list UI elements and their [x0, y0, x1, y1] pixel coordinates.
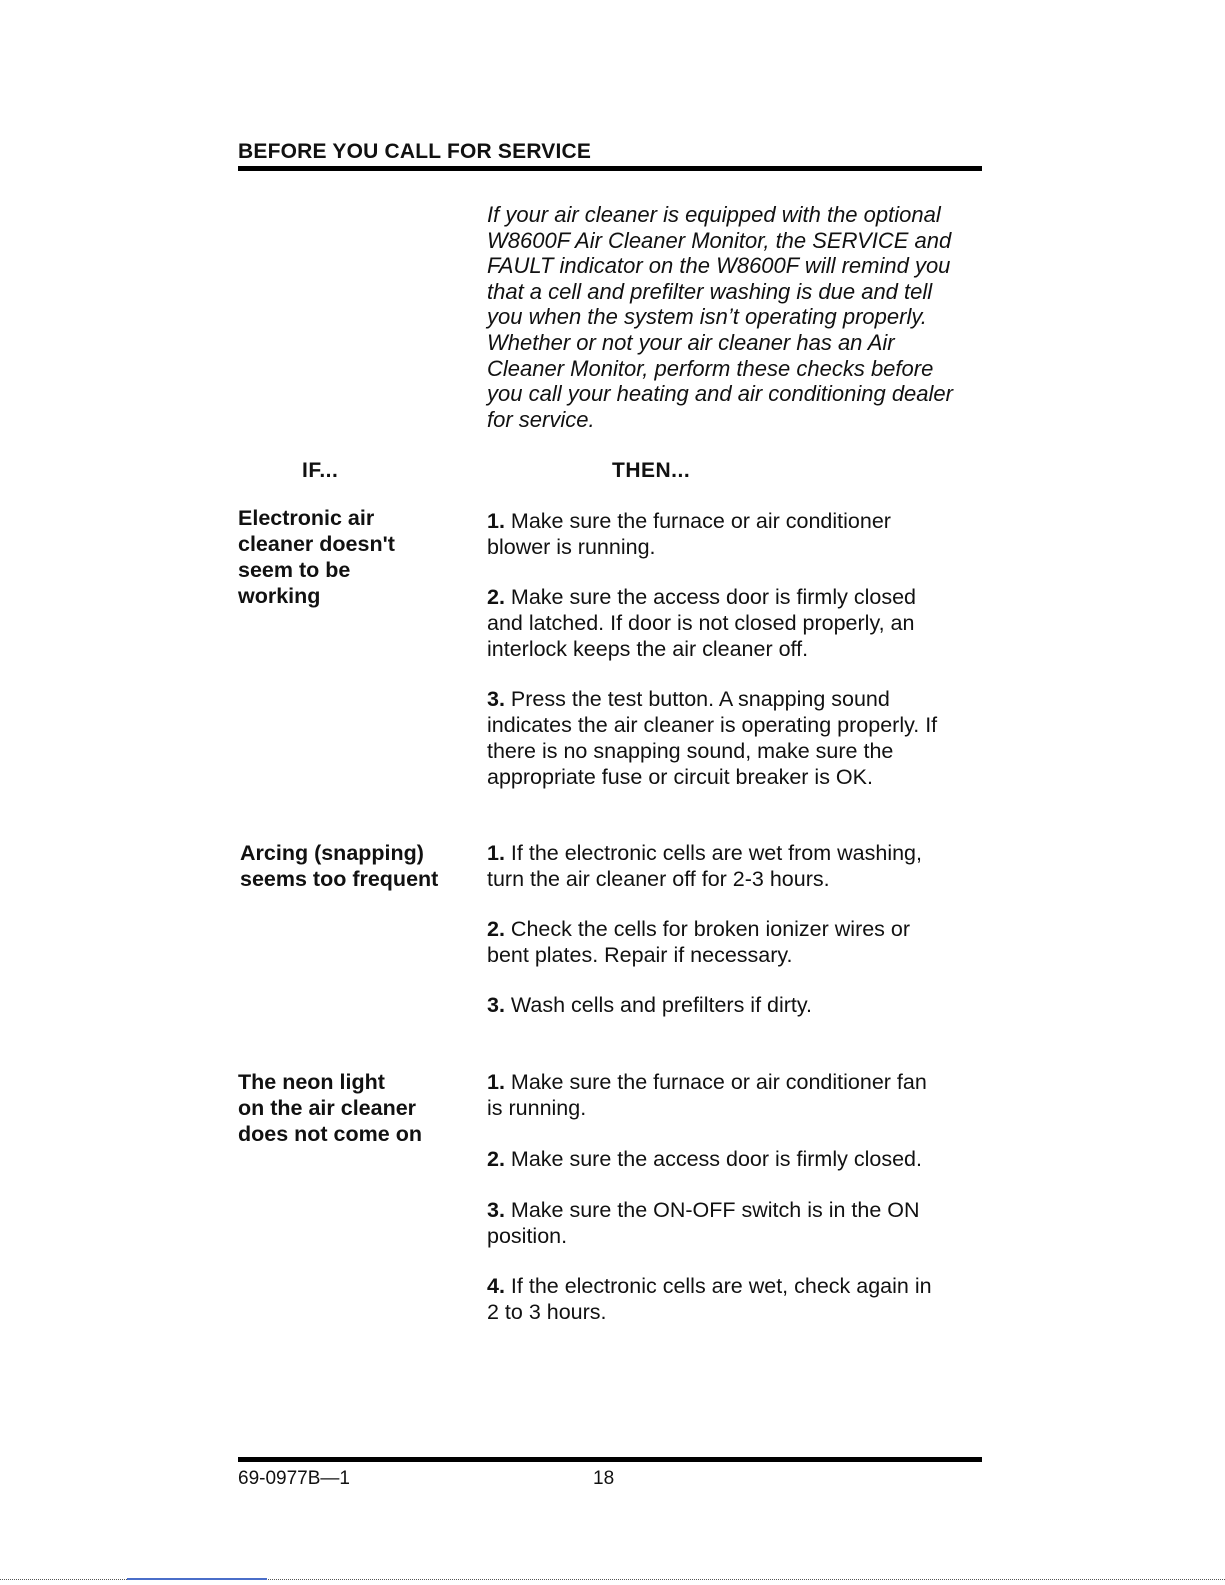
intro-line: that a cell and prefilter washing is due and tell	[487, 278, 933, 304]
step-text: Press the test button. A snapping sound	[510, 687, 890, 711]
condition-line: working	[238, 584, 321, 608]
step-number: 1.	[487, 509, 505, 533]
if-column-heading: IF...	[302, 459, 339, 482]
document-code: 69-0977B—1	[238, 1468, 350, 1489]
step-text: Make sure the furnace or air conditioner	[510, 509, 891, 533]
condition-line: does not come on	[238, 1122, 422, 1146]
intro-line: you when the system isn’t operating properly.	[487, 304, 927, 330]
step-number: 2.	[487, 1147, 505, 1171]
step-text: Make sure the furnace or air conditioner fan	[510, 1070, 927, 1094]
step-text: position.	[487, 1224, 568, 1248]
intro-line: W8600F Air Cleaner Monitor, the SERVICE and	[487, 227, 952, 253]
footer-rule	[238, 1457, 982, 1462]
page-title: BEFORE YOU CALL FOR SERVICE	[238, 140, 592, 163]
condition-line: seem to be	[238, 558, 351, 582]
step-number: 3.	[487, 687, 505, 711]
step-text: appropriate fuse or circuit breaker is OK.	[487, 765, 873, 789]
step-item	[487, 916, 987, 968]
header-rule	[238, 166, 982, 171]
step-item	[487, 1197, 987, 1249]
step-text: bent plates. Repair if necessary.	[487, 943, 793, 967]
step-item	[487, 1146, 987, 1172]
step-item	[487, 584, 987, 662]
condition-line: on the air cleaner	[238, 1096, 417, 1120]
condition-line: seems too frequent	[240, 867, 439, 891]
step-text: indicates the air cleaner is operating properly. If	[487, 713, 938, 737]
step-text: Check the cells for broken ionizer wires or	[510, 917, 911, 941]
intro-line: If your air cleaner is equipped with the optional	[487, 202, 941, 227]
condition-arcing	[240, 840, 438, 892]
step-number: 4.	[487, 1274, 505, 1298]
step-text: If the electronic cells are wet, check again in	[510, 1274, 932, 1298]
step-text: there is no snapping sound, make sure the	[487, 739, 894, 763]
step-text: is running.	[487, 1096, 587, 1120]
step-number: 1.	[487, 1070, 505, 1094]
step-number: 2.	[487, 585, 505, 609]
step-text: If the electronic cells are wet from washing,	[510, 841, 922, 865]
condition-line: Electronic air	[238, 506, 375, 530]
condition-line: Arcing (snapping)	[240, 841, 424, 865]
step-number: 1.	[487, 841, 505, 865]
step-text: 2 to 3 hours.	[487, 1300, 607, 1324]
step-text: interlock keeps the air cleaner off.	[487, 637, 809, 661]
step-text: Make sure the access door is firmly closed	[510, 585, 916, 609]
step-item	[487, 1069, 987, 1121]
intro-line: Cleaner Monitor, perform these checks before	[487, 355, 934, 381]
step-text: Wash cells and prefilters if dirty.	[510, 993, 813, 1017]
step-item	[487, 1273, 987, 1325]
condition-neon-light	[238, 1069, 422, 1147]
step-item	[487, 686, 987, 790]
viewer-link-underline	[127, 1578, 267, 1580]
intro-line: FAULT indicator on the W8600F will remind you	[487, 253, 951, 279]
intro-line: you call your heating and air conditioning dealer	[487, 381, 953, 407]
intro-paragraph	[487, 202, 987, 432]
condition-line: cleaner doesn't	[238, 532, 395, 556]
intro-line: for service.	[487, 406, 595, 432]
intro-line: Whether or not your air cleaner has an Air	[487, 329, 895, 355]
step-text: Make sure the access door is firmly closed.	[510, 1147, 922, 1171]
step-text: turn the air cleaner off for 2-3 hours.	[487, 867, 830, 891]
step-number: 2.	[487, 917, 505, 941]
step-text: Make sure the ON-OFF switch is in the ON	[510, 1198, 920, 1222]
step-item	[487, 508, 987, 560]
step-item	[487, 840, 987, 892]
step-item	[487, 992, 987, 1018]
step-text: blower is running.	[487, 535, 656, 559]
step-number: 3.	[487, 1198, 505, 1222]
step-number: 3.	[487, 993, 505, 1017]
step-text: and latched. If door is not closed properly, an	[487, 611, 915, 635]
page-number: 18	[593, 1468, 615, 1489]
condition-not-working	[238, 505, 395, 609]
condition-line: The neon light	[238, 1070, 385, 1094]
then-column-heading: THEN...	[612, 459, 691, 482]
